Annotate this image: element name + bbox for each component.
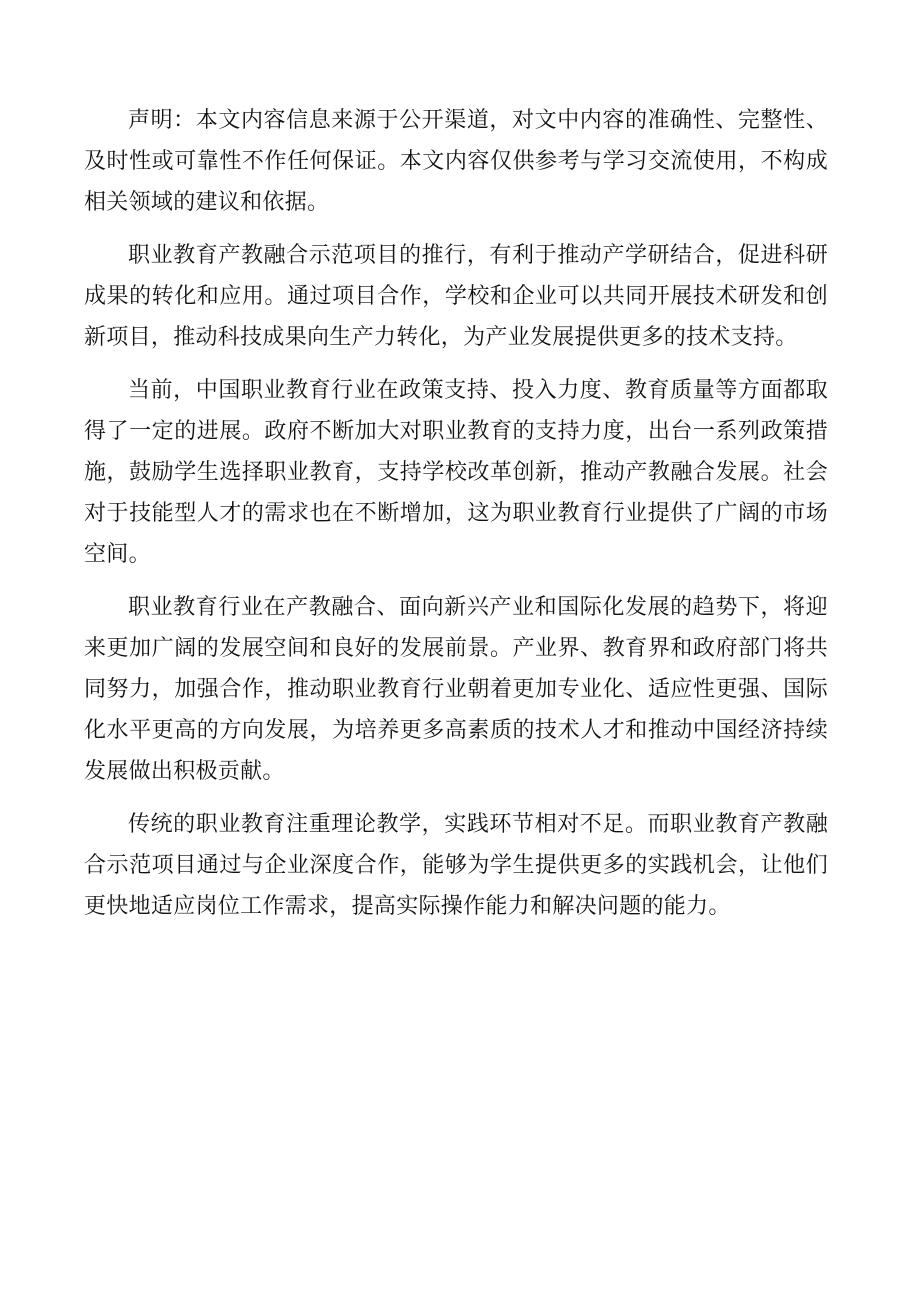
body-paragraph: 当前，中国职业教育行业在政策支持、投入力度、教育质量等方面都取得了一定的进展。政府不断加大对职业教育的支持力度，出台一系列政策措施，鼓励学生选择职业教育，支持学校改革创新，推动产教融合发展。社会对于技能型人才的需求也在不断增加，这为职业教育行业提供了广阔的市场空间。 (84, 378, 828, 567)
disclaimer-paragraph: 声明：本文内容信息来源于公开渠道，对文中内容的准确性、完整性、及时性或可靠性不作任何保证。本文内容仅供参考与学习交流使用，不构成相关领域的建议和依据。 (84, 108, 828, 215)
document-body (84, 100, 828, 939)
body-paragraph: 传统的职业教育注重理论教学，实践环节相对不足。而职业教育产教融合示范项目通过与企业深度合作，能够为学生提供更多的实践机会，让他们更快地适应岗位工作需求，提高实际操作能力和解决问题的能力。 (84, 812, 828, 919)
body-paragraph: 职业教育行业在产教融合、面向新兴产业和国际化发展的趋势下，将迎来更加广阔的发展空间和良好的发展前景。产业界、教育界和政府部门将共同努力，加强合作，推动职业教育行业朝着更加专业化、适应性更强、国际化水平更高的方向发展，为培养更多高素质的技术人才和推动中国经济持续发展做出积极贡献。 (84, 595, 828, 784)
body-paragraph: 职业教育产教融合示范项目的推行，有利于推动产学研结合，促进科研成果的转化和应用。通过项目合作，学校和企业可以共同开展技术研发和创新项目，推动科技成果向生产力转化，为产业发展提供更多的技术支持。 (84, 243, 828, 350)
